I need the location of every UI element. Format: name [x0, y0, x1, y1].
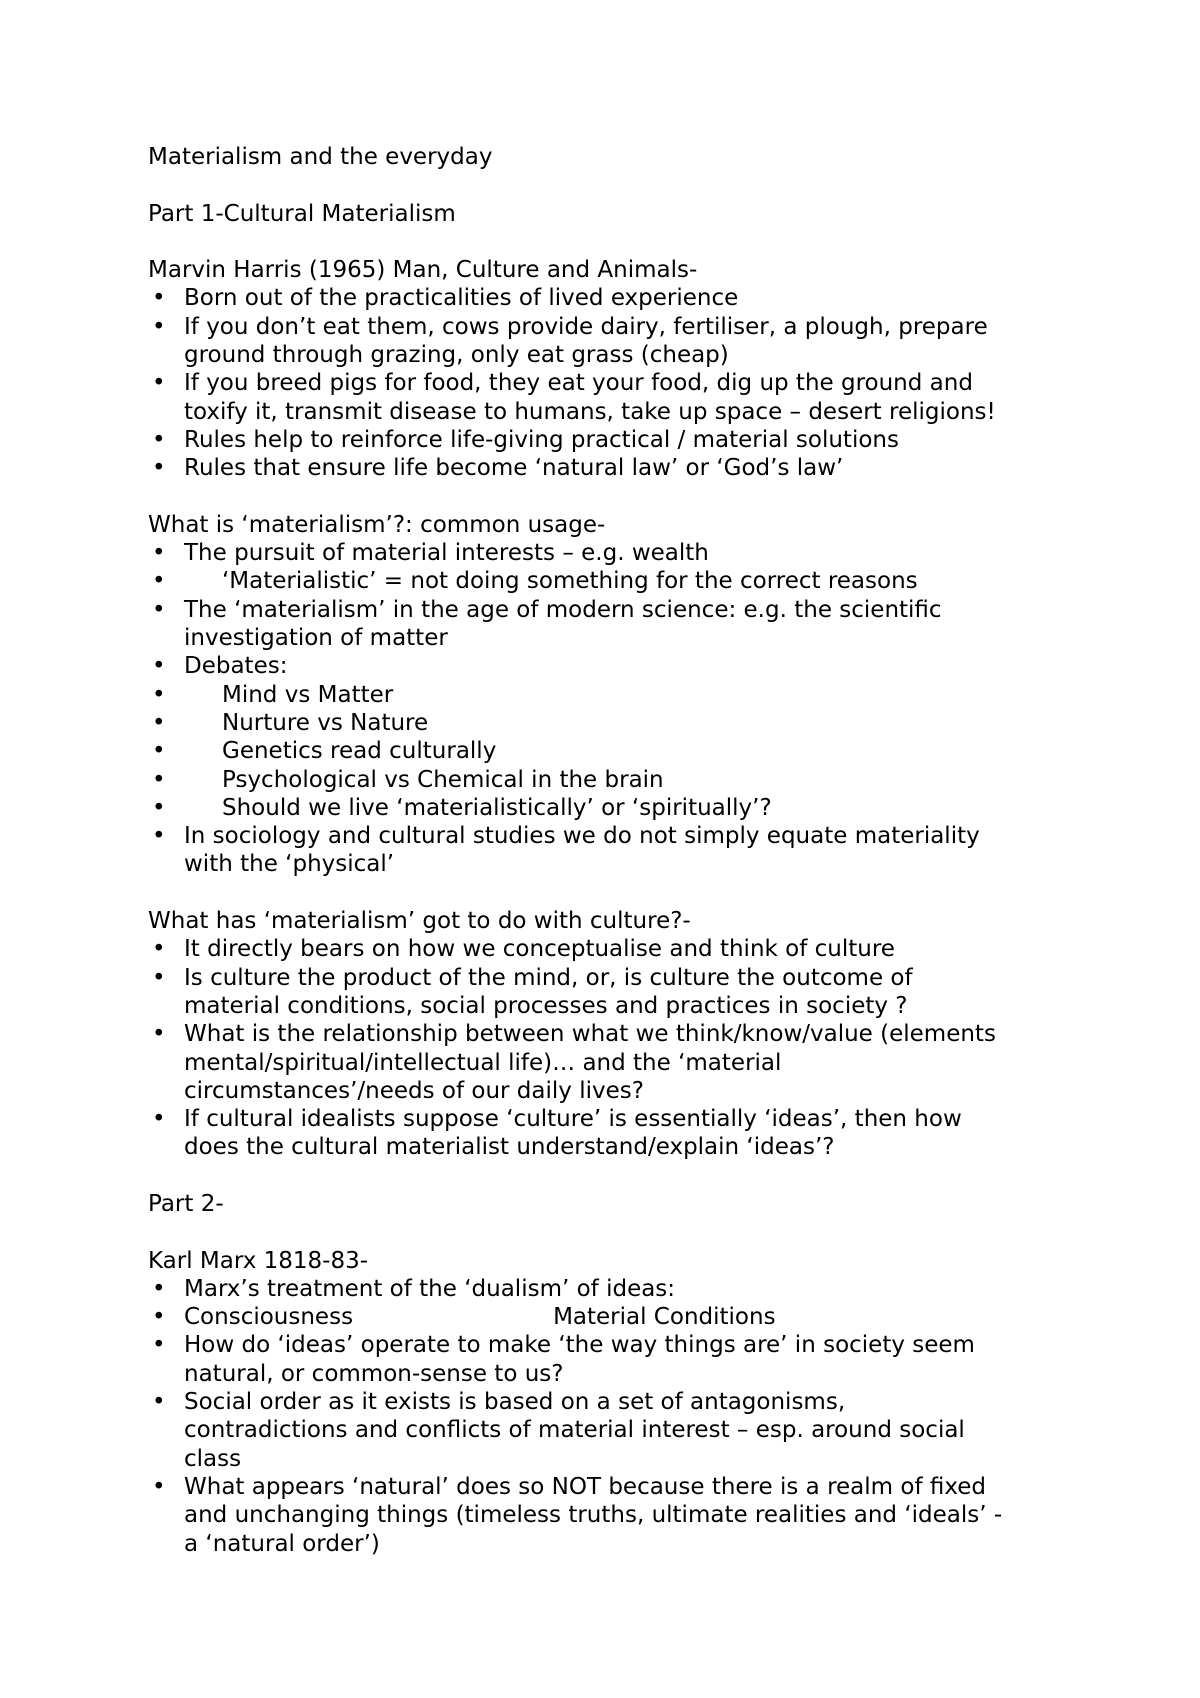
- document-title: Materialism and the everyday: [148, 144, 493, 170]
- spacer: [148, 171, 1078, 199]
- list-item: • How do ‘ideas’ operate to make ‘the way things are’ in society seem natural, or common-sense to us?: [152, 1332, 975, 1387]
- materialism-bullet-list: [148, 539, 1078, 879]
- list-item: • Born out of the practicalities of lived experience: [152, 285, 739, 312]
- bullet-icon: •: [152, 823, 166, 850]
- bullet-icon: •: [152, 1304, 166, 1331]
- spacer: [148, 879, 1078, 907]
- list-item: • Genetics read culturally: [152, 738, 497, 765]
- list-item: • Mind vs Matter: [152, 681, 394, 708]
- bullet-icon: •: [152, 313, 166, 340]
- marx-heading: Karl Marx 1818-83-: [148, 1247, 369, 1274]
- list-item: • Debates:: [152, 653, 288, 680]
- materialism-heading: What is ‘materialism’?: common usage-: [148, 511, 606, 538]
- list-item: • The pursuit of material interests – e.g. wealth: [152, 540, 709, 567]
- list-item: • Marx’s treatment of the ‘dualism’ of ideas:: [152, 1275, 676, 1302]
- list-item: • Is culture the product of the mind, or, is culture the outcome of material conditions, social processes and practices in society ?: [152, 964, 913, 1019]
- bullet-icon: •: [152, 681, 166, 708]
- marx-bullet-list: [148, 1275, 1078, 1558]
- bullet-icon: •: [152, 766, 166, 793]
- bullet-icon: •: [152, 1389, 166, 1416]
- list-item: • Nurture vs Nature: [152, 709, 429, 736]
- spacer: [148, 228, 1078, 256]
- list-item: • Rules that ensure life become ‘natural law’ or ‘God’s law’: [152, 455, 844, 482]
- list-item: • If you don’t eat them, cows provide dairy, fertiliser, a plough, prepare ground through grazing, only eat grass (cheap): [152, 313, 988, 369]
- spacer: [148, 1218, 1078, 1246]
- list-item: • The ‘materialism’ in the age of modern science: e.g. the scientific investigation of matter: [152, 596, 942, 652]
- harris-bullet-list: [148, 284, 1078, 482]
- list-item: • Social order as it exists is based on a set of antagonisms, contradictions and conflicts of material interest – esp. around social class: [152, 1389, 965, 1472]
- bullet-icon: •: [152, 285, 166, 312]
- bullet-icon: •: [152, 540, 166, 567]
- bullet-icon: •: [152, 568, 166, 595]
- bullet-icon: •: [152, 1332, 166, 1359]
- list-item: • If cultural idealists suppose ‘culture’ is essentially ‘ideas’, then how does the cultural materialist understand/explain ‘ideas’?: [152, 1106, 962, 1161]
- list-item: • ‘Materialistic’ = not doing something for the correct reasons: [152, 568, 918, 595]
- culture-heading: What has ‘materialism’ got to do with culture?-: [148, 908, 691, 935]
- bullet-icon: •: [152, 936, 166, 963]
- bullet-icon: •: [152, 964, 166, 991]
- culture-bullet-list: [148, 935, 1078, 1161]
- bullet-icon: •: [152, 1021, 166, 1048]
- list-item: [148, 1303, 1078, 1331]
- bullet-icon: •: [152, 596, 166, 623]
- list-item: • What appears ‘natural’ does so NOT because there is a realm of fixed and unchanging things (timeless truths, ultimate realities and ‘ideals’ - a ‘natural order’): [152, 1473, 1003, 1557]
- dualism-right-term: Material Conditions: [553, 1304, 776, 1331]
- list-item: • It directly bears on how we conceptualise and think of culture: [152, 936, 895, 963]
- section-heading-part-1: Part 1-Cultural Materialism: [148, 200, 456, 227]
- bullet-icon: •: [152, 455, 166, 482]
- document-page: [148, 143, 1078, 1558]
- bullet-icon: •: [152, 709, 166, 736]
- spacer: [148, 1162, 1078, 1190]
- list-item: • Rules help to reinforce life-giving practical / material solutions: [152, 426, 899, 453]
- list-item: • Psychological vs Chemical in the brain: [152, 766, 664, 793]
- section-heading-part-2: Part 2-: [148, 1190, 224, 1217]
- bullet-icon: •: [152, 794, 166, 821]
- bullet-icon: •: [152, 370, 166, 397]
- spacer: [148, 483, 1078, 511]
- bullet-icon: •: [152, 738, 166, 765]
- bullet-icon: •: [152, 1473, 166, 1500]
- list-item: • What is the relationship between what we think/know/value (elements mental/spiritual/intellectual life)… and the ‘material circumstances’/needs of our daily lives?: [152, 1021, 996, 1104]
- dualism-left-term: Consciousness: [184, 1304, 354, 1331]
- list-item: • Should we live ‘materialistically’ or ‘spiritually’?: [152, 794, 772, 821]
- harris-heading: Marvin Harris (1965) Man, Culture and Animals-: [148, 257, 698, 284]
- list-item: • If you breed pigs for food, they eat your food, dig up the ground and toxify it, transmit disease to humans, take up space – desert religions!: [152, 370, 996, 425]
- list-item: • In sociology and cultural studies we do not simply equate materiality with the ‘physical’: [152, 823, 980, 878]
- bullet-icon: •: [152, 1106, 166, 1133]
- bullet-icon: •: [152, 426, 166, 453]
- bullet-icon: •: [152, 653, 166, 680]
- bullet-icon: •: [152, 1275, 166, 1302]
